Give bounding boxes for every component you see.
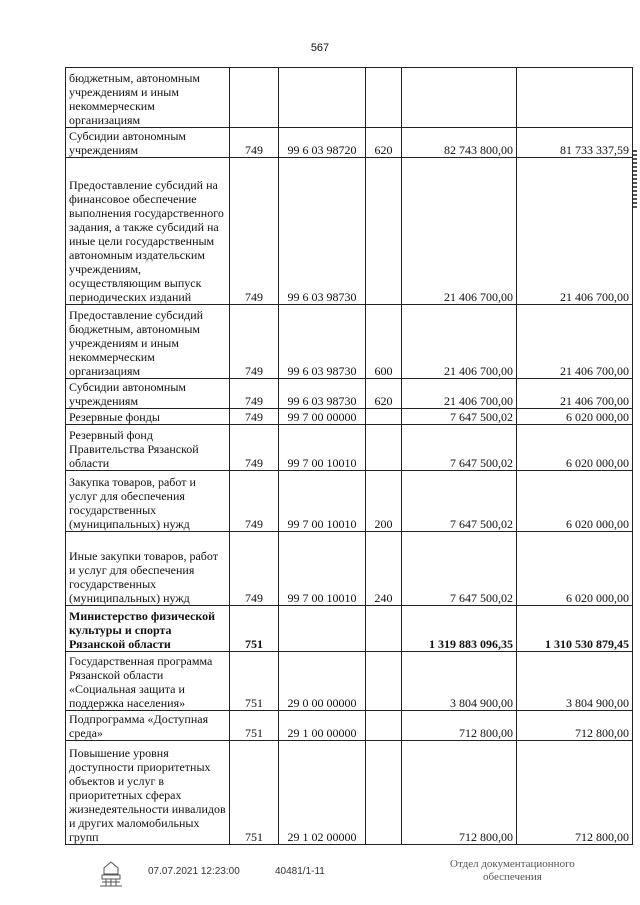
row-expense-type	[366, 425, 402, 471]
row-expense-type: 200	[366, 471, 402, 532]
row-amount-year-1	[402, 68, 517, 128]
row-department-code: 749	[230, 471, 279, 532]
row-amount-year-1: 712 800,00	[402, 741, 517, 845]
row-expense-type	[366, 741, 402, 845]
row-amount-year-2: 81 733 337,59	[517, 128, 633, 158]
row-department-code: 749	[230, 128, 279, 158]
row-name: Субсидии автономным учреждениям	[66, 128, 230, 158]
stamp-line-1: Отдел документационного	[450, 858, 575, 870]
row-department-code: 749	[230, 158, 279, 305]
row-amount-year-1: 82 743 800,00	[402, 128, 517, 158]
row-expense-type: 620	[366, 379, 402, 409]
table-row	[66, 606, 633, 652]
row-name: Резервные фонды	[66, 409, 230, 425]
row-target-article: 99 6 03 98720	[279, 128, 366, 158]
row-amount-year-1: 7 647 500,02	[402, 409, 517, 425]
row-department-code: 751	[230, 711, 279, 741]
row-amount-year-1: 1 319 883 096,35	[402, 606, 517, 652]
row-name: Предоставление субсидий на финансовое обеспечение выполнения государственного задания, а также субсидий на иные цели государственным автономным издательским учреждениям, осуществляющим выпуск периодических изданий	[66, 158, 230, 305]
row-amount-year-2: 712 800,00	[517, 741, 633, 845]
row-department-code: 749	[230, 409, 279, 425]
row-target-article: 99 7 00 00000	[279, 409, 366, 425]
row-amount-year-2: 6 020 000,00	[517, 409, 633, 425]
row-target-article: 99 6 03 98730	[279, 379, 366, 409]
row-expense-type	[366, 409, 402, 425]
row-target-article: 29 1 00 00000	[279, 711, 366, 741]
table-row	[66, 711, 633, 741]
row-target-article	[279, 68, 366, 128]
row-amount-year-1: 7 647 500,02	[402, 425, 517, 471]
row-target-article: 99 7 00 10010	[279, 425, 366, 471]
row-amount-year-2: 21 406 700,00	[517, 158, 633, 305]
row-target-article: 99 7 00 10010	[279, 471, 366, 532]
row-amount-year-2: 6 020 000,00	[517, 425, 633, 471]
scan-mark	[633, 150, 637, 210]
row-expense-type: 240	[366, 532, 402, 606]
row-target-article: 29 1 02 00000	[279, 741, 366, 845]
row-target-article: 99 6 03 98730	[279, 158, 366, 305]
table-row	[66, 68, 633, 128]
table-row	[66, 409, 633, 425]
table-row	[66, 425, 633, 471]
row-amount-year-1: 21 406 700,00	[402, 379, 517, 409]
row-amount-year-2: 21 406 700,00	[517, 305, 633, 379]
department-stamp	[450, 858, 575, 884]
row-department-code: 749	[230, 425, 279, 471]
row-department-code	[230, 68, 279, 128]
row-department-code: 749	[230, 532, 279, 606]
row-amount-year-2	[517, 68, 633, 128]
row-expense-type	[366, 68, 402, 128]
table-row	[66, 471, 633, 532]
footer-reg-number: 40481/1-11	[275, 866, 325, 877]
table-row	[66, 532, 633, 606]
row-department-code: 751	[230, 652, 279, 711]
stamp-line-2: обеспечения	[483, 871, 542, 883]
row-expense-type	[366, 652, 402, 711]
row-name: Предоставление субсидий бюджетным, автономным учреждениям и иным некоммерческим организациям	[66, 305, 230, 379]
row-amount-year-1: 712 800,00	[402, 711, 517, 741]
row-expense-type	[366, 711, 402, 741]
row-name: Резервный фонд Правительства Рязанской области	[66, 425, 230, 471]
row-department-code: 751	[230, 606, 279, 652]
row-expense-type: 600	[366, 305, 402, 379]
row-target-article: 99 6 03 98730	[279, 305, 366, 379]
row-target-article: 29 0 00 00000	[279, 652, 366, 711]
row-department-code: 749	[230, 379, 279, 409]
row-department-code: 751	[230, 741, 279, 845]
row-amount-year-2: 6 020 000,00	[517, 471, 633, 532]
row-name: Субсидии автономным учреждениям	[66, 379, 230, 409]
row-expense-type: 620	[366, 128, 402, 158]
footer-date: 07.07.2021 12:23:00	[148, 866, 240, 877]
table-row	[66, 128, 633, 158]
row-name: Государственная программа Рязанской области «Социальная защита и поддержка населения»	[66, 652, 230, 711]
table-row	[66, 741, 633, 845]
page-number: 567	[310, 42, 330, 54]
row-name: Иные закупки товаров, работ и услуг для обеспечения государственных (муниципальных) нужд	[66, 532, 230, 606]
row-amount-year-2: 6 020 000,00	[517, 532, 633, 606]
row-name: Подпрограмма «Доступная среда»	[66, 711, 230, 741]
table-row	[66, 379, 633, 409]
row-target-article: 99 7 00 10010	[279, 532, 366, 606]
row-amount-year-2: 3 804 900,00	[517, 652, 633, 711]
table-row	[66, 305, 633, 379]
coat-of-arms-icon	[96, 860, 126, 890]
row-name: бюджетным, автономным учреждениям и иным некоммерческим организациям	[66, 68, 230, 128]
budget-table-body	[66, 68, 633, 845]
row-amount-year-1: 7 647 500,02	[402, 532, 517, 606]
row-expense-type	[366, 606, 402, 652]
footer	[0, 858, 640, 898]
row-amount-year-2: 21 406 700,00	[517, 379, 633, 409]
budget-table	[65, 67, 633, 845]
row-name: Закупка товаров, работ и услуг для обеспечения государственных (муниципальных) нужд	[66, 471, 230, 532]
row-expense-type	[366, 158, 402, 305]
row-amount-year-2: 1 310 530 879,45	[517, 606, 633, 652]
row-department-code: 749	[230, 305, 279, 379]
row-amount-year-2: 712 800,00	[517, 711, 633, 741]
row-amount-year-1: 21 406 700,00	[402, 305, 517, 379]
row-amount-year-1: 21 406 700,00	[402, 158, 517, 305]
row-amount-year-1: 7 647 500,02	[402, 471, 517, 532]
row-name: Министерство физической культуры и спорта Рязанской области	[66, 606, 230, 652]
row-target-article	[279, 606, 366, 652]
row-amount-year-1: 3 804 900,00	[402, 652, 517, 711]
row-name: Повышение уровня доступности приоритетных объектов и услуг в приоритетных сферах жизнедеятельности инвалидов и других маломобильных групп	[66, 741, 230, 845]
table-row	[66, 652, 633, 711]
table-row	[66, 158, 633, 305]
